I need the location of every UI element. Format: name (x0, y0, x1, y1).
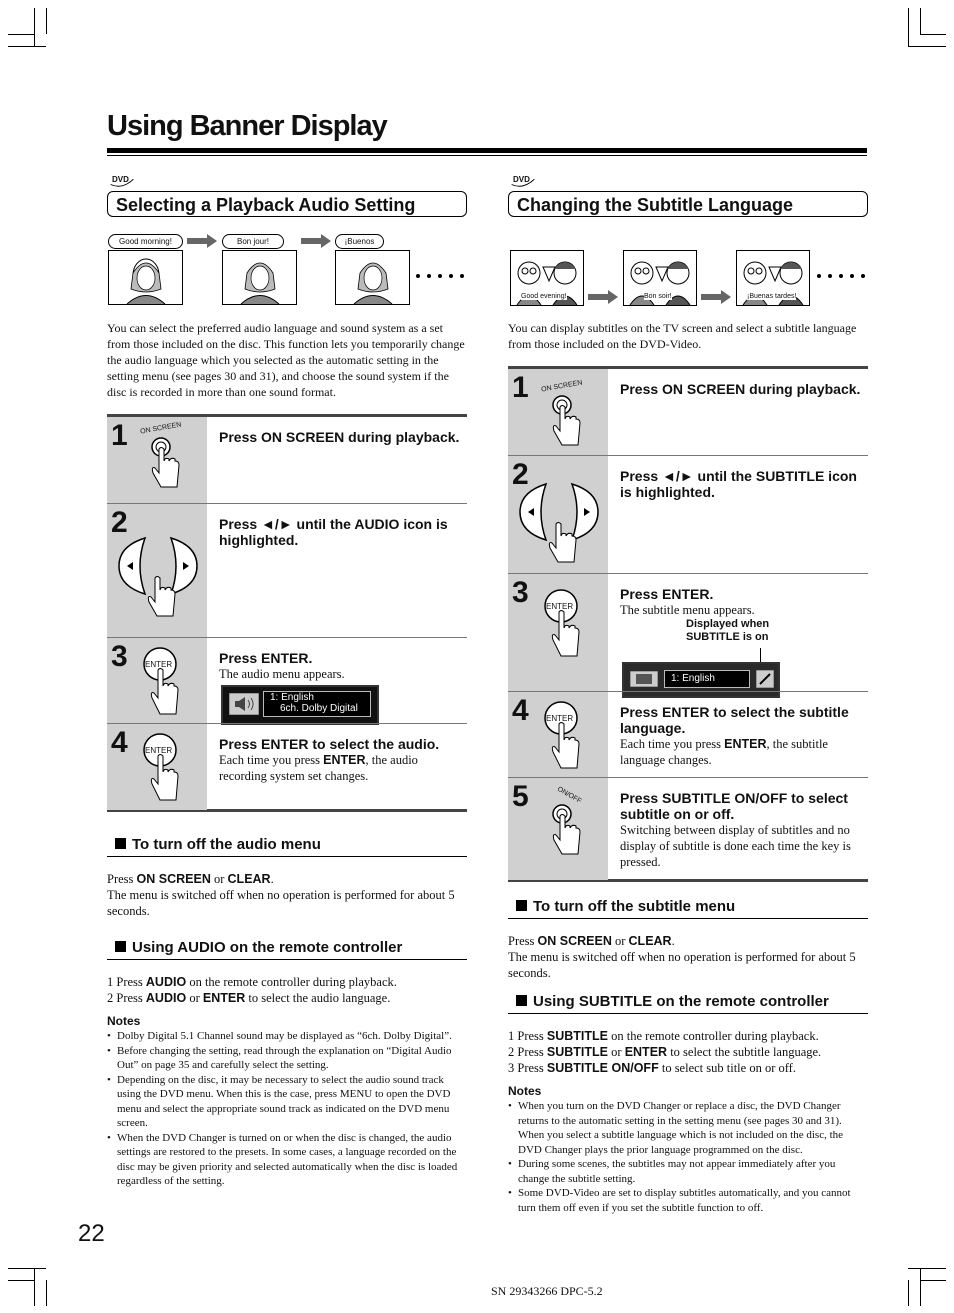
audio-steps (107, 414, 467, 812)
enter-label: ENTER (145, 746, 173, 755)
crop-mark (34, 8, 35, 46)
enter-label: ENTER (145, 660, 173, 669)
ellipsis-icon (415, 272, 467, 280)
step-2 (107, 503, 467, 638)
left-right-buttons-hand-icon (115, 534, 201, 624)
remote-subtitle-list: 1 Press SUBTITLE on the remote controller during playback. 2 Press SUBTITLE or ENTER to select the subtitle language. 3 Press SUBTITLE ON/OFF to select sub title on or off. (508, 1029, 822, 1075)
note-item: • During some scenes, the subtitles may not appear immediately after you change the subtitle setting. (508, 1157, 868, 1186)
subheading-remote-subtitle: Using SUBTITLE on the remote controller (508, 993, 868, 1014)
note-item: • Depending on the disc, it may be necessary to select the audio sound track using the DVD menu. When this is the case, press MENU to open the DVD menu and select the appropriate sound track as indicated on the DVD menu screen. (107, 1073, 467, 1131)
crop-mark (908, 8, 909, 46)
subheading-remote-audio: Using AUDIO on the remote controller (107, 939, 467, 960)
enter-button-hand-icon (536, 588, 586, 664)
note-item: • Dolby Digital 5.1 Channel sound may be displayed as “6ch. Dolby Digital”. (107, 1029, 467, 1044)
crop-mark (920, 1280, 946, 1281)
osd-audio-field (263, 691, 371, 717)
step-number: 4 (111, 726, 128, 759)
page-title: Using Banner Display (107, 110, 387, 142)
step-heading: Press ENTER to select the audio. (219, 736, 440, 752)
step-number: 4 (512, 694, 529, 727)
subtitle-on-icon (756, 670, 774, 688)
enter-button-hand-icon (135, 732, 185, 808)
left-right-buttons-hand-icon (516, 480, 602, 570)
step-description: The audio menu appears. (219, 667, 345, 681)
subtitle-caption: Bon soir! (644, 293, 672, 300)
footer-code: SN 29343266 DPC-5.2 (491, 1284, 603, 1298)
crop-mark (46, 1280, 47, 1306)
step-4 (107, 723, 467, 810)
tv-screen (510, 250, 584, 306)
title-rule-thin (107, 155, 867, 156)
speech-bubble: Good morning! (108, 234, 183, 249)
audio-notes (107, 1029, 467, 1189)
step-number: 1 (111, 419, 128, 452)
arrow-right-icon (701, 290, 731, 304)
crop-mark (908, 1280, 909, 1306)
press-button-hand-icon (548, 393, 588, 453)
page-number: 22 (78, 1220, 105, 1247)
arrow-right-icon (301, 234, 331, 248)
subtitle-icon (630, 671, 658, 687)
crop-mark (8, 1268, 46, 1269)
osd-subtitle-field: 1: English (664, 670, 750, 688)
step-description: The subtitle menu appears. (620, 603, 755, 617)
step-number: 2 (512, 458, 529, 491)
crop-mark (908, 46, 946, 47)
subtitle-caption: ¡Buenas tardes! (747, 293, 797, 300)
step-heading: Press ENTER. (219, 650, 313, 666)
step-heading: Press ◄/► until the AUDIO icon is highlighted. (219, 516, 448, 548)
tv-screen (335, 250, 410, 305)
turn-off-subtitle-text: Press ON SCREEN or CLEAR. The menu is switched off when no operation is performed for about 5 seconds. (508, 934, 856, 980)
crop-mark (8, 1280, 34, 1281)
step-number: 3 (512, 576, 529, 609)
subtitle-notes (508, 1099, 868, 1215)
title-rule (107, 148, 867, 153)
step-heading: Press ENTER to select the subtitle language. (620, 704, 849, 736)
remote-audio-list: 1 Press AUDIO on the remote controller during playback. 2 Press AUDIO or ENTER to select the audio language. (107, 975, 397, 1005)
audio-osd-display (221, 685, 379, 725)
subheading-turn-off-subtitle: To turn off the subtitle menu (508, 898, 868, 919)
crop-mark (8, 34, 34, 35)
dvd-label: DVD (112, 175, 129, 184)
subtitle-illustration (508, 248, 868, 308)
note-item: • Some DVD-Video are set to display subtitles automatically, and you cannot turn them off even if you set the subtitle function to off. (508, 1186, 868, 1215)
step-number: 5 (512, 780, 529, 813)
enter-button-hand-icon (135, 646, 185, 722)
step-3 (508, 573, 868, 692)
audio-illustration (107, 232, 467, 307)
tv-screen (222, 250, 297, 305)
crop-mark (920, 34, 946, 35)
step-5 (508, 777, 868, 880)
osd-audio-language: 1: English (270, 692, 314, 703)
step-1 (508, 369, 868, 455)
ellipsis-icon (816, 272, 868, 280)
press-button-hand-icon (147, 435, 187, 495)
button-label: ON SCREEN (540, 379, 583, 394)
step-2 (508, 455, 868, 574)
arrow-right-icon (588, 290, 618, 304)
section-heading-subtitle: Changing the Subtitle Language (508, 191, 868, 217)
note-item: • When the DVD Changer is turned on or when the disc is changed, the audio settings are restored to the presets. In some cases, a language recorded on the disc may be given priority and selected automatically when the disc is loaded regardless of the setting. (107, 1131, 467, 1189)
button-label: ON SCREEN (139, 421, 182, 436)
step-description: Switching between display of subtitles and no display of subtitle is done each time the key is pressed. (620, 823, 851, 869)
note-item: • When you turn on the DVD Changer or replace a disc, the DVD Changer returns to the automatic setting in the setting menu (see pages 30 and 31). When you select a subtitle language which is not included on the disc, the DVD Changer plays the prior language programmed on the disc. (508, 1099, 868, 1157)
subheading-turn-off-audio: To turn off the audio menu (107, 836, 467, 857)
crop-mark (34, 1268, 35, 1306)
crop-mark (908, 1268, 946, 1269)
step-description: Each time you press ENTER, the audio recording system set changes. (219, 753, 418, 783)
crop-mark (46, 8, 47, 34)
step-number: 3 (111, 640, 128, 673)
dvd-label: DVD (513, 175, 530, 184)
tv-screen (736, 250, 810, 306)
press-button-hand-icon (548, 802, 588, 862)
osd-callout: Displayed when SUBTITLE is on (686, 618, 770, 643)
step-heading: Press ON SCREEN during playback. (219, 429, 460, 445)
step-heading: Press ENTER. (620, 586, 714, 602)
speaker-icon (229, 693, 259, 715)
callout-line (760, 648, 761, 662)
notes-heading: Notes (508, 1084, 542, 1098)
crop-mark (8, 46, 46, 47)
step-heading: Press ON SCREEN during playback. (620, 381, 861, 397)
speech-bubble: ¡Buenos (335, 234, 384, 249)
crop-mark (920, 1268, 921, 1306)
enter-label: ENTER (546, 714, 574, 723)
tv-screen (108, 250, 183, 305)
note-item: • Before changing the setting, read through the explanation on “Digital Audio Out” on page 35 and carefully select the setting. (107, 1044, 467, 1073)
turn-off-audio-text: Press ON SCREEN or CLEAR. The menu is switched off when no operation is performed for about 5 seconds. (107, 872, 455, 918)
audio-intro: You can select the preferred audio language and sound system as a set from those included on the disc. This function lets you temporarily change the audio language which you selected as the automatic setting in the setting menu (see pages 30 and 31), and choose the sound system if the disc is recorded in more than one sound format. (107, 321, 465, 399)
woman-face-icon (109, 251, 182, 304)
enter-label: ENTER (546, 602, 574, 611)
enter-button-hand-icon (536, 700, 586, 776)
tv-screen (623, 250, 697, 306)
section-heading-audio: Selecting a Playback Audio Setting (107, 191, 467, 217)
speech-bubble: Bon jour! (222, 234, 284, 249)
step-number: 2 (111, 506, 128, 539)
woman-face-icon (223, 251, 296, 304)
subtitle-caption: Good evening! (521, 293, 567, 300)
woman-face-icon (336, 251, 409, 304)
subtitle-intro: You can display subtitles on the TV screen and select a subtitle language from those included on the DVD-Video. (508, 321, 857, 351)
osd-audio-format: 6ch. Dolby Digital (280, 703, 358, 714)
arrow-right-icon (187, 234, 217, 248)
step-heading: Press ◄/► until the SUBTITLE icon is highlighted. (620, 468, 857, 500)
button-label: ON/OFF (556, 785, 583, 806)
subtitle-steps (508, 366, 868, 882)
step-number: 1 (512, 371, 529, 404)
step-1 (107, 417, 467, 503)
step-3 (107, 637, 467, 724)
step-heading: Press SUBTITLE ON/OFF to select subtitle on or off. (620, 790, 848, 822)
notes-heading: Notes (107, 1014, 141, 1028)
step-4 (508, 691, 868, 778)
crop-mark (920, 8, 921, 34)
step-description: Each time you press ENTER, the subtitle language changes. (620, 737, 828, 767)
